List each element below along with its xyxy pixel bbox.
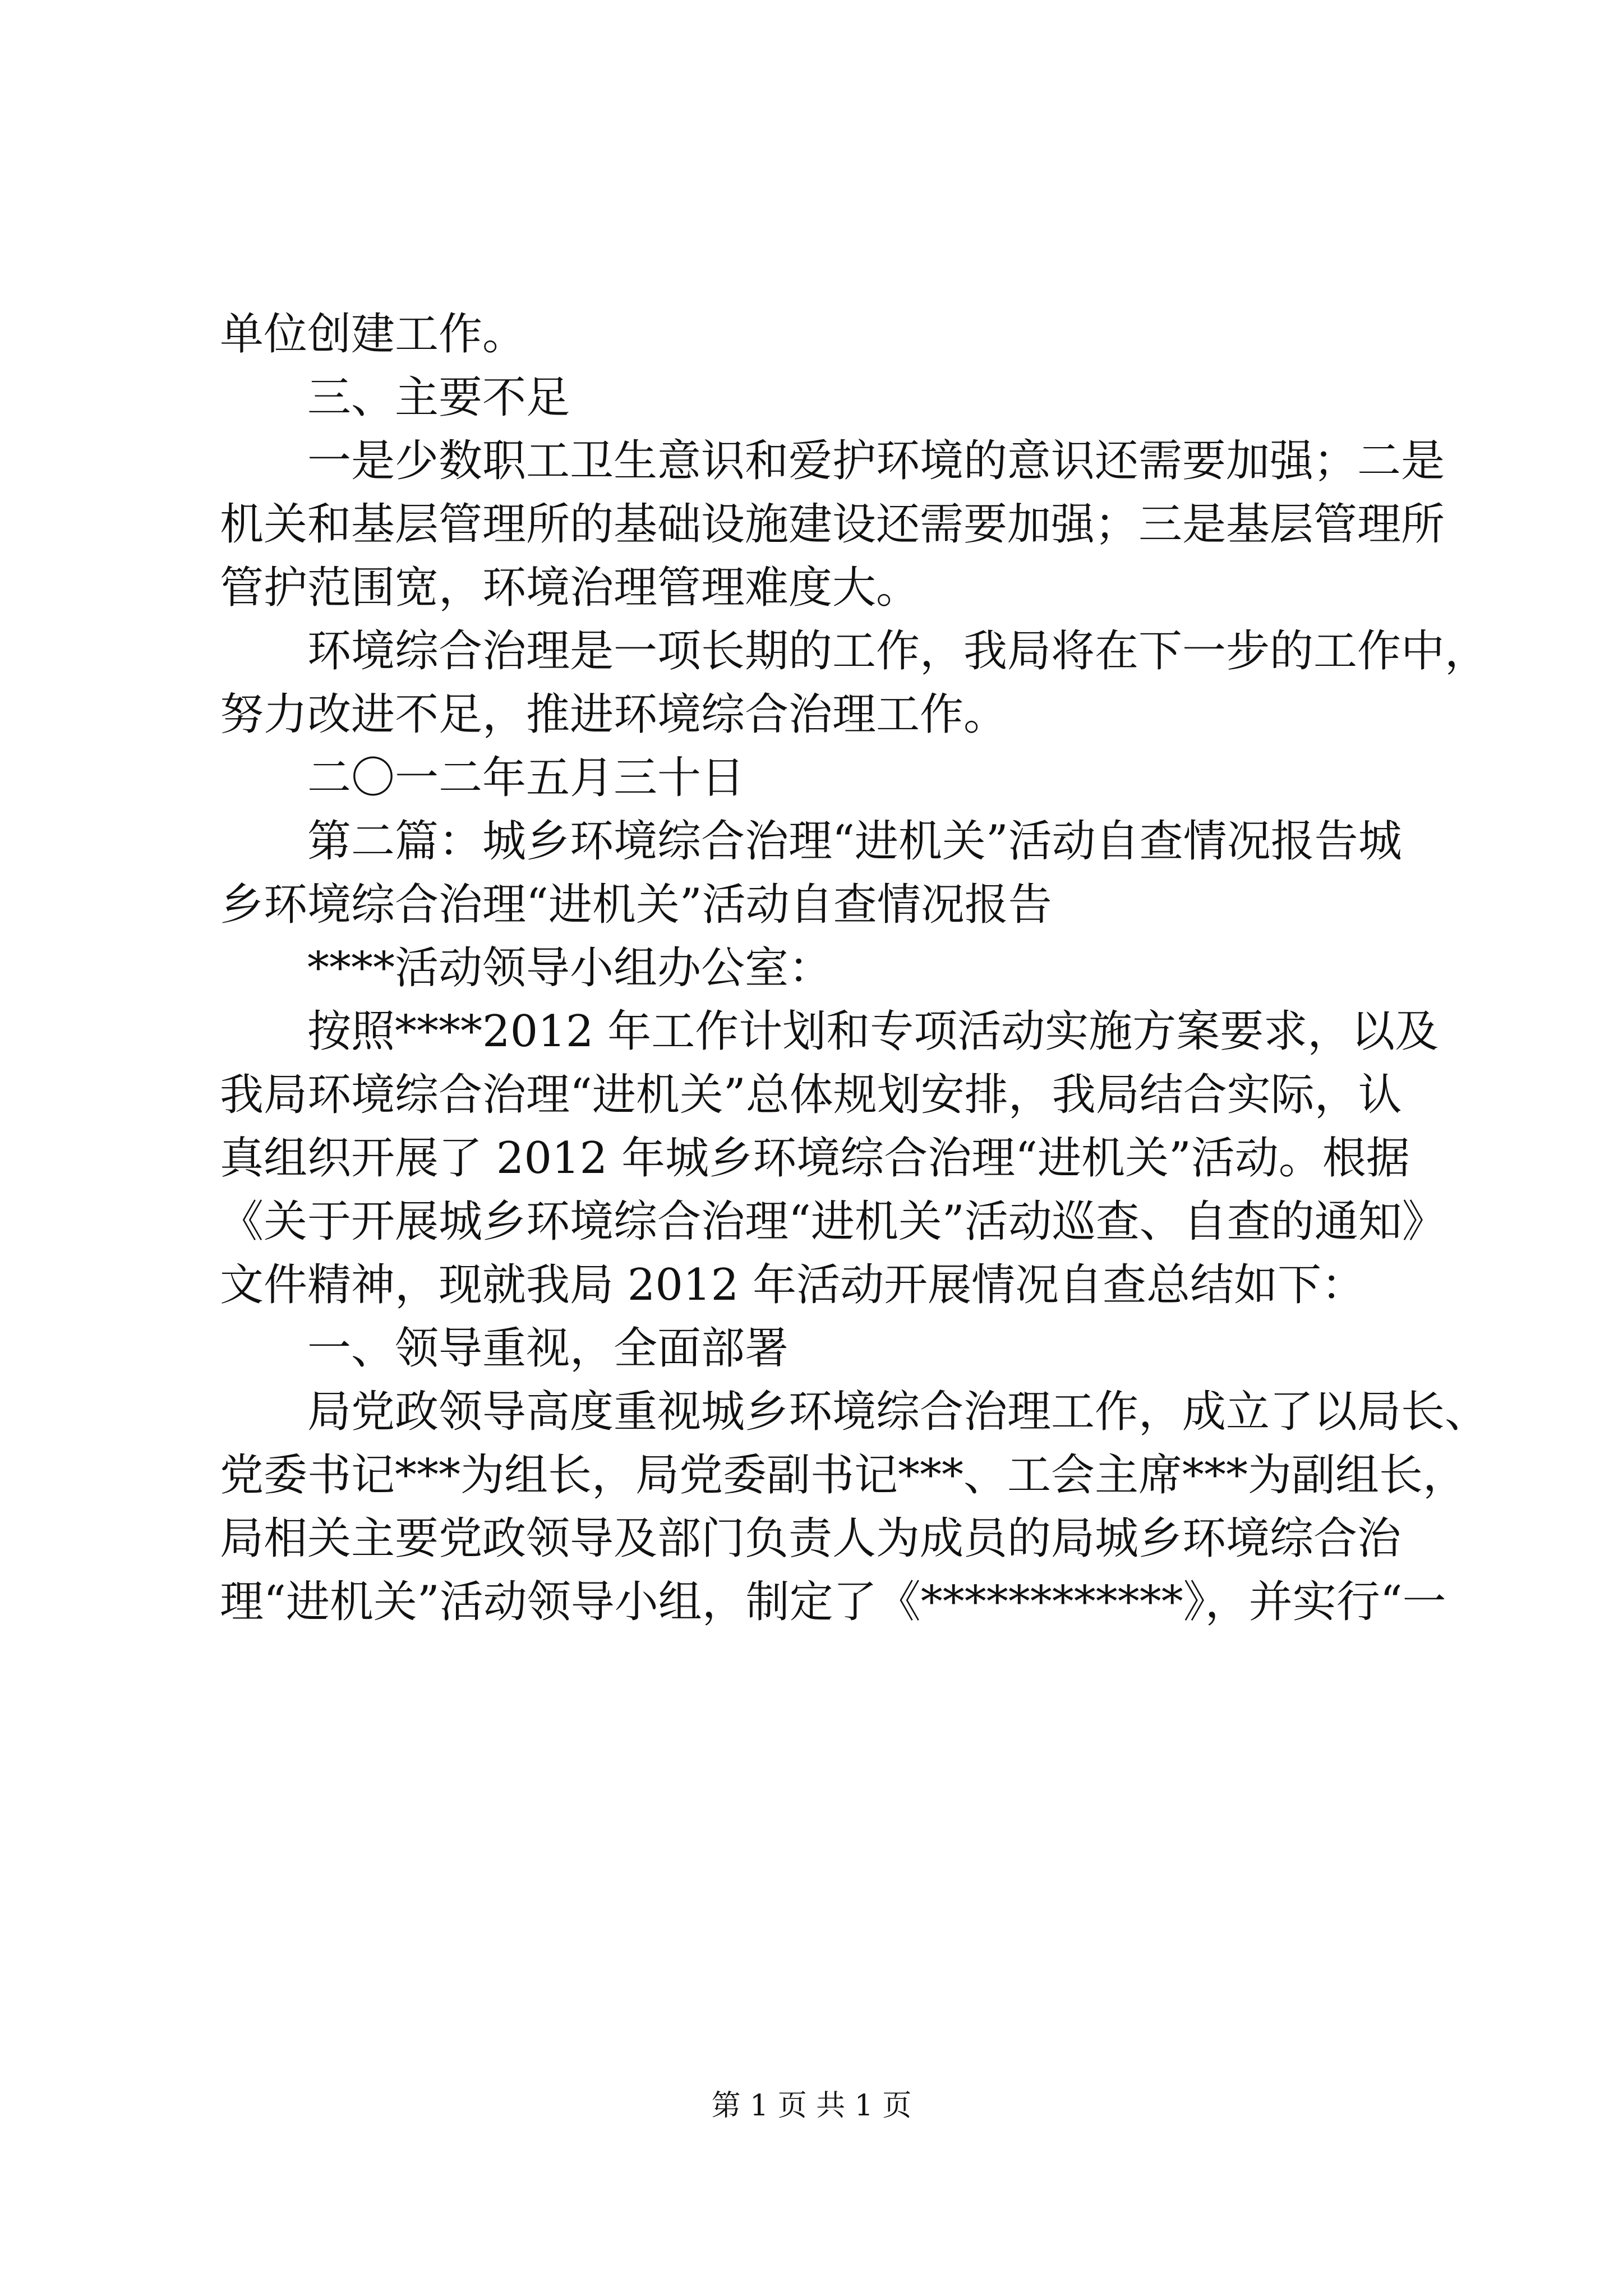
date-line: 二〇一二年五月三十日 xyxy=(307,753,745,803)
section-heading: 一、领导重视，全面部署 xyxy=(307,1323,789,1374)
text-line: 努力改进不足，推进环境综合治理工作。 xyxy=(220,689,1008,740)
text-line: 《关于开展城乡环境综合治理“进机关”活动巡查、自查的通知》 xyxy=(220,1197,1446,1247)
page-number-label: 第 1 页 共 1 页 xyxy=(711,2089,912,2123)
text-line: 局相关主要党政领导及部门负责人为成员的局城乡环境综合治 xyxy=(220,1513,1401,1564)
page-footer xyxy=(0,2089,1623,2123)
text-line: 管护范围宽，环境治理管理难度大。 xyxy=(220,563,920,613)
salutation: ****活动领导小组办公室： xyxy=(307,943,833,993)
text-line: 文件精神，现就我局 2012 年活动开展情况自查总结如下： xyxy=(220,1260,1366,1310)
text-line: 我局环境综合治理“进机关”总体规划安排，我局结合实际，认 xyxy=(220,1070,1402,1120)
text-line: 单位创建工作。 xyxy=(220,309,527,360)
text-line: 按照****2012 年工作计划和专项活动实施方案要求，以及 xyxy=(307,1006,1439,1057)
article-title: 第二篇：城乡环境综合治理“进机关”活动自查情况报告城 xyxy=(307,816,1402,867)
text-line: 机关和基层管理所的基础设施建设还需要加强；三是基层管理所 xyxy=(220,499,1445,550)
text-line: 一是少数职工卫生意识和爱护环境的意识还需要加强；二是 xyxy=(307,436,1445,486)
text-line: 党委书记***为组长，局党委副书记***、工会主席***为副组长， xyxy=(220,1450,1467,1501)
text-line: 局党政领导高度重视城乡环境综合治理工作，成立了以局长、 xyxy=(307,1387,1489,1437)
section-heading: 三、主要不足 xyxy=(307,372,570,423)
text-line: 真组织开展了 2012 年城乡环境综合治理“进机关”活动。根据 xyxy=(220,1133,1410,1184)
text-line: 理“进机关”活动领导小组，制定了《************》，并实行“一 xyxy=(220,1577,1446,1627)
document-body xyxy=(220,303,1489,1634)
text-line: 环境综合治理是一项长期的工作，我局将在下一步的工作中， xyxy=(307,626,1489,677)
article-title: 乡环境综合治理“进机关”活动自查情况报告 xyxy=(220,880,1052,930)
